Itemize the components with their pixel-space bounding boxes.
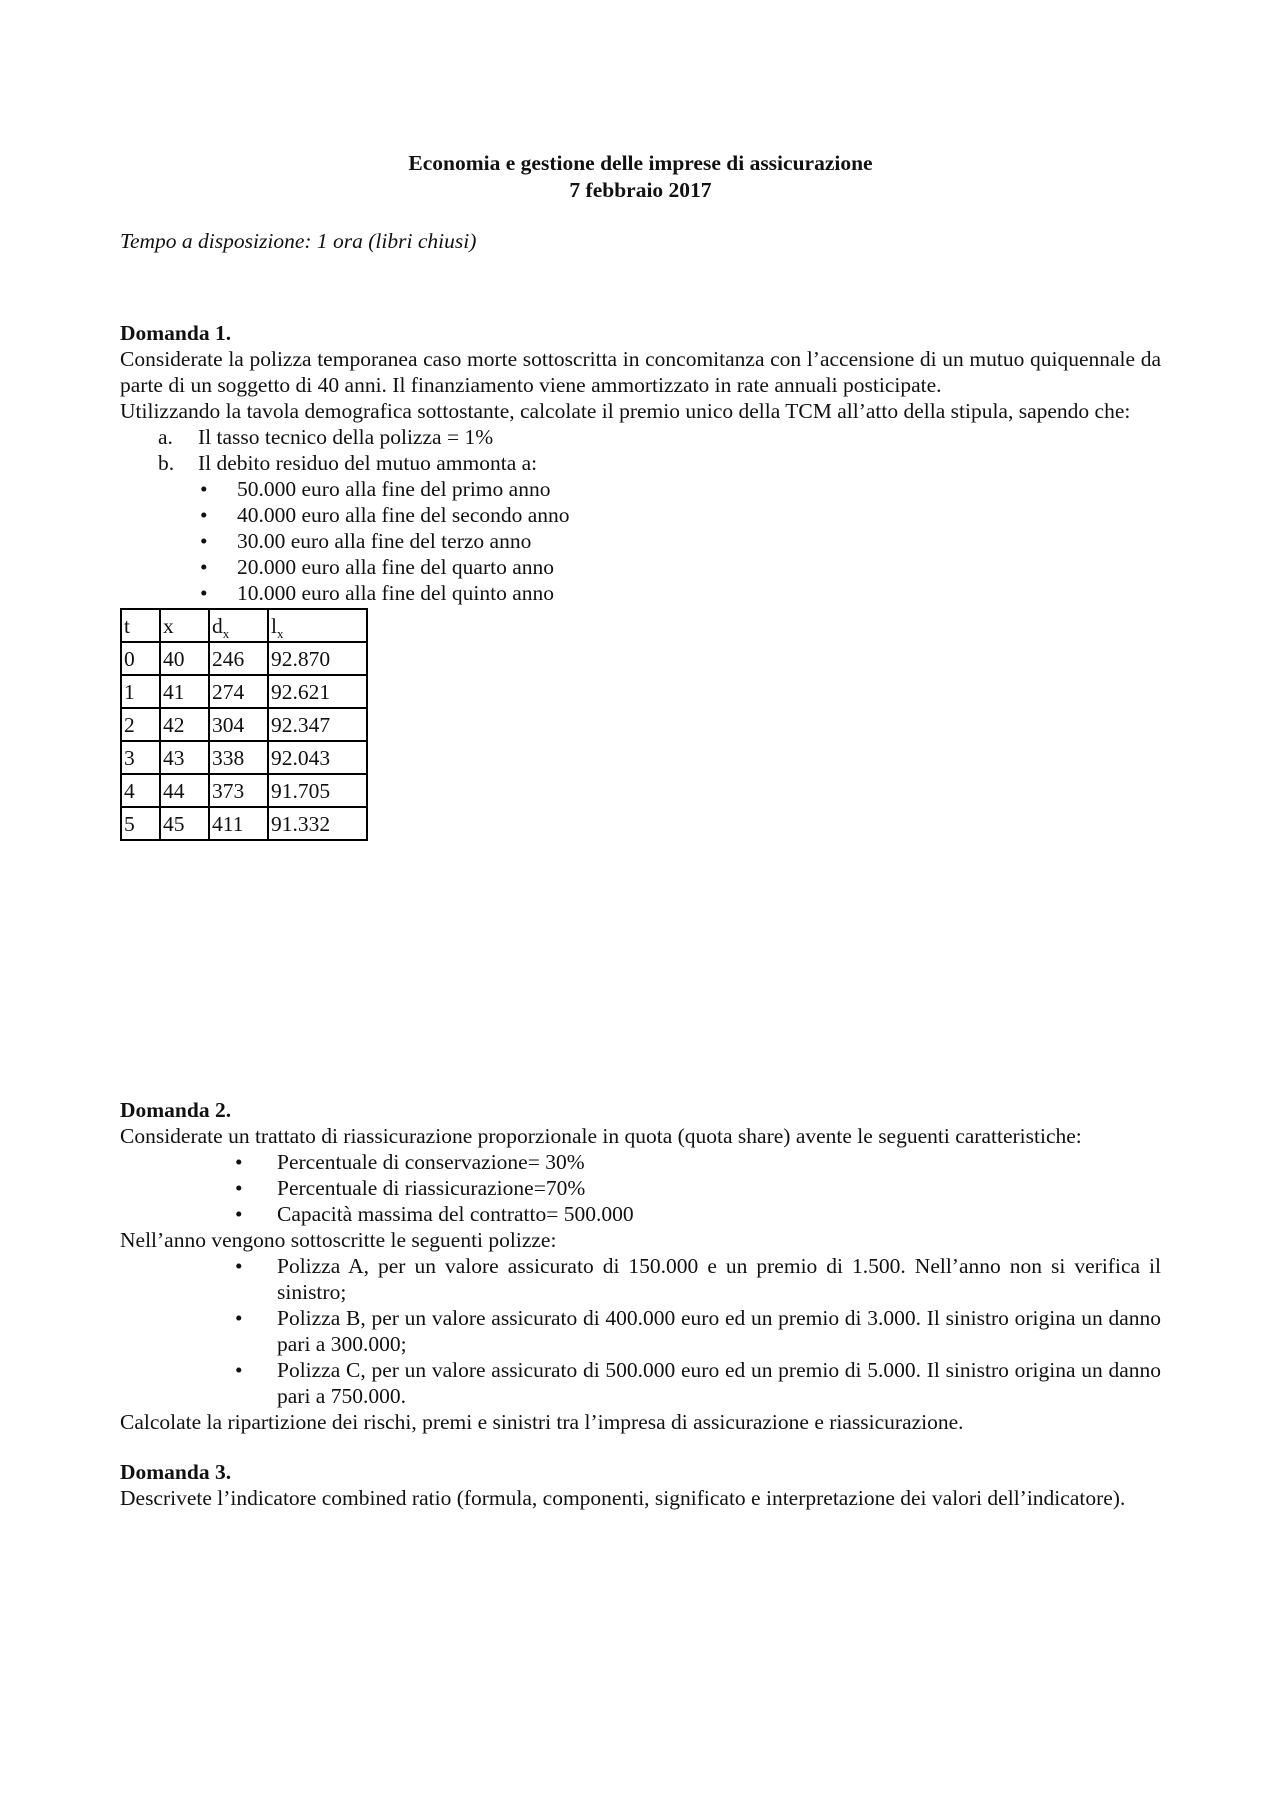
table-row: 0 40 246 92.870 [121, 642, 367, 675]
question-2-heading: Domanda 2. [120, 1098, 232, 1122]
question-1-instruction: Utilizzando la tavola demografica sottostante, calcolate il premio unico della TCM all’atto della stipula, sapendo che: [120, 399, 1131, 423]
table-row: 4 44 373 91.705 [121, 774, 367, 807]
table-header-row [121, 609, 367, 642]
header-lx: $l_x$ [268, 609, 367, 642]
question-3-heading: Domanda 3. [120, 1460, 232, 1484]
list-item: • Percentuale di conservazione= 30% [235, 1150, 585, 1174]
list-item: a. Il tasso tecnico della polizza = 1% [158, 425, 494, 449]
question-2-policies-intro: Nell’anno vengono sottoscritte le seguenti polizze: [120, 1228, 557, 1252]
list-item: • 50.000 euro alla fine del primo anno [200, 477, 551, 501]
list-item: • Capacità massima del contratto= 500.000 [235, 1202, 634, 1226]
list-item: • Percentuale di riassicurazione=70% [235, 1176, 586, 1200]
document-title: Economia e gestione delle imprese di assicurazione [408, 151, 873, 175]
header-x: x [160, 609, 209, 642]
question-3 [120, 1459, 1161, 1511]
question-1-heading: Domanda 1. [120, 321, 232, 345]
header-dx: $d_x$ [209, 609, 268, 642]
list-item: • Polizza A, per un valore assicurato di 150.000 e un premio di 1.500. Nell’anno non si verifica il sinistro; [235, 1254, 1161, 1304]
question-1-paragraph: Considerate la polizza temporanea caso morte sottoscritta in concomitanza con l’accensione di un mutuo quiquennale da parte di un soggetto di 40 anni. Il finanziamento viene ammortizzato in rate annuali posticipate. [120, 347, 1161, 397]
question-1 [120, 320, 1161, 841]
list-item: • 30.00 euro alla fine del terzo anno [200, 529, 532, 553]
question-2-paragraph: Considerate un trattato di riassicurazione proporzionale in quota (quota share) avente le seguenti caratteristiche: [120, 1124, 1082, 1148]
policies-list [120, 1253, 1161, 1409]
table-row: 3 43 338 92.043 [121, 741, 367, 774]
table-row: 2 42 304 92.347 [121, 708, 367, 741]
table-row: 5 45 411 91.332 [121, 807, 367, 840]
list-item: • Polizza B, per un valore assicurato di 400.000 euro ed un premio di 3.000. Il sinistro origina un danno pari a 300.000; [235, 1306, 1161, 1356]
question-3-paragraph: Descrivete l’indicatore combined ratio (formula, componenti, significato e interpretazione dei valori dell’indicatore). [120, 1486, 1126, 1510]
list-item: • 10.000 euro alla fine del quinto anno [200, 581, 555, 605]
list-item: • 40.000 euro alla fine del secondo anno [200, 503, 570, 527]
mortality-table [120, 608, 368, 841]
question-1-conditions [120, 424, 1161, 476]
list-item: • 20.000 euro alla fine del quarto anno [200, 555, 555, 579]
list-item: b. Il debito residuo del mutuo ammonta a: [158, 451, 538, 475]
list-item: • Polizza C, per un valore assicurato di 500.000 euro ed un premio di 5.000. Il sinistro origina un danno pari a 750.000. [235, 1358, 1161, 1408]
table-row: 1 41 274 92.621 [121, 675, 367, 708]
debt-schedule-list [120, 476, 1161, 606]
question-2 [120, 1097, 1161, 1435]
question-2-task: Calcolate la ripartizione dei rischi, premi e sinistri tra l’impresa di assicurazione e riassicurazione. [120, 1410, 964, 1434]
header-t: t [121, 609, 160, 642]
treaty-features-list [120, 1149, 1161, 1227]
document-date: 7 febbraio 2017 [569, 178, 712, 202]
time-note: Tempo a disposizione: 1 ora (libri chiusi) [120, 229, 477, 253]
document-page [120, 150, 1161, 1511]
